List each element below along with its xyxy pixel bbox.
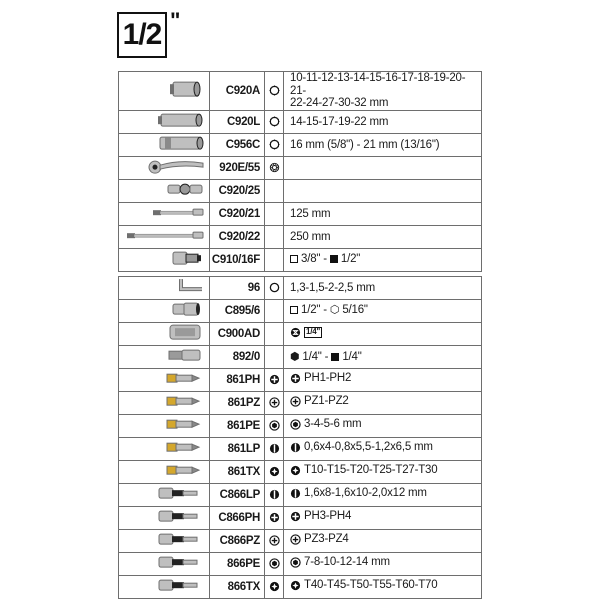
tool-image — [119, 392, 210, 415]
tool-image — [119, 300, 210, 323]
inch-mark: " — [170, 8, 181, 33]
short-socket-icon — [165, 79, 205, 103]
empty-symbol — [265, 323, 284, 346]
size-description: 7-8-10-12-14 mm — [284, 553, 482, 576]
tool-image — [119, 369, 210, 392]
drive-size-label: 1/2 — [122, 18, 162, 51]
circle-icon — [265, 277, 284, 300]
long-socket-icon — [155, 111, 205, 133]
empty-symbol — [265, 179, 284, 202]
product-code: C866PH — [210, 507, 265, 530]
tool-image — [119, 553, 210, 576]
product-code: C920/22 — [210, 225, 265, 248]
bitsocket-lp-icon — [155, 485, 205, 505]
socket-row — [119, 72, 482, 111]
slotted-icon — [265, 484, 284, 507]
size-description: 3-4-5-6 mm — [284, 415, 482, 438]
bit-row — [119, 346, 482, 369]
tool-image — [119, 461, 210, 484]
product-code: C910/16F — [210, 248, 265, 271]
bit-row — [119, 438, 482, 461]
size-description: 1/2" - ⬡ 5/16" — [284, 300, 482, 323]
phillips-icon — [265, 507, 284, 530]
product-code: 861PZ — [210, 392, 265, 415]
size-line: 22-24-27-30-32 mm — [290, 97, 389, 110]
product-code: 866PE — [210, 553, 265, 576]
tool-image — [119, 323, 210, 346]
bit-holder-icon — [169, 300, 205, 322]
empty-symbol — [265, 248, 284, 271]
socket-row — [119, 156, 482, 179]
bit-row — [119, 507, 482, 530]
size-line: 250 mm — [290, 230, 331, 243]
size-description: PZ1-PZ2 — [284, 392, 482, 415]
bit-row — [119, 553, 482, 576]
size-line: 14-15-17-19-22 mm — [290, 115, 389, 128]
open-hex-icon: ⬡ — [329, 304, 340, 317]
hex-socket-icon — [265, 553, 284, 576]
open-square-icon — [290, 306, 298, 314]
product-code: C866LP — [210, 484, 265, 507]
bit-row — [119, 484, 482, 507]
bits-lp-icon — [161, 439, 205, 459]
product-code: C866PZ — [210, 530, 265, 553]
size-description: 1/4" — [284, 323, 482, 346]
bit-row — [119, 392, 482, 415]
bits-pz-icon — [161, 393, 205, 413]
size-description: 0,6x4-0,8x5,5-1,2x6,5 mm — [284, 438, 482, 461]
empty-symbol — [265, 346, 284, 369]
bit-adaptor-icon — [165, 323, 205, 346]
drive-size-box — [117, 12, 167, 58]
product-code: C900AD — [210, 323, 265, 346]
product-code: 861PE — [210, 415, 265, 438]
size-description — [284, 72, 482, 111]
size-description — [284, 179, 482, 202]
size-description: T10-T15-T20-T25-T27-T30 — [284, 461, 482, 484]
bit-row — [119, 369, 482, 392]
product-code: 866TX — [210, 576, 265, 599]
size-description — [284, 156, 482, 179]
pozidriv-icon — [265, 530, 284, 553]
size-line: 10-11-12-13-14-15-16-17-18-19-20-21- — [290, 72, 466, 97]
ratchet-icon — [145, 157, 205, 179]
tool-image — [119, 277, 210, 300]
bit-row — [119, 277, 482, 300]
product-code: C920L — [210, 110, 265, 133]
spark-plug-socket-icon — [155, 134, 205, 156]
product-code: C956C — [210, 133, 265, 156]
tool-image — [119, 248, 210, 271]
tool-image — [119, 110, 210, 133]
tool-image — [119, 179, 210, 202]
socket-row — [119, 133, 482, 156]
pozidriv-icon — [265, 392, 284, 415]
tool-image — [119, 507, 210, 530]
size-line: 125 mm — [290, 207, 331, 220]
product-code: 96 — [210, 277, 265, 300]
phillips-icon — [265, 369, 284, 392]
tool-image — [119, 484, 210, 507]
double-hex-icon — [265, 72, 284, 111]
bit-row — [119, 461, 482, 484]
adaptor-icon — [169, 249, 205, 271]
filled-square-icon — [331, 353, 339, 361]
filled-square-icon — [330, 255, 338, 263]
bits-tx-icon — [161, 462, 205, 482]
bitsocket-ph-icon — [155, 508, 205, 528]
bit-row — [119, 576, 482, 599]
size-line: 16 mm (5/8") - 21 mm (13/16") — [290, 138, 440, 151]
bitsocket-pz-icon — [155, 531, 205, 551]
size-description — [284, 133, 482, 156]
open-square-icon — [290, 255, 298, 263]
socket-row — [119, 202, 482, 225]
bit-row — [119, 300, 482, 323]
tool-image — [119, 225, 210, 248]
long-extension-icon — [125, 230, 205, 244]
tool-image — [119, 202, 210, 225]
size-description: ⬢ 1/4" - 1/4" — [284, 346, 482, 369]
size-description: 1,3-1,5-2-2,5 mm — [284, 277, 482, 300]
socket-row — [119, 225, 482, 248]
tool-image — [119, 438, 210, 461]
tool-image — [119, 530, 210, 553]
slotted-icon — [265, 438, 284, 461]
socket-row — [119, 110, 482, 133]
size-description: 1,6x8-1,6x10-2,0x12 mm — [284, 484, 482, 507]
bits-table — [118, 276, 482, 599]
socket-row — [119, 248, 482, 271]
size-description: PH1-PH2 — [284, 369, 482, 392]
tool-image — [119, 415, 210, 438]
hex-key-icon — [175, 277, 205, 299]
tool-image — [119, 133, 210, 156]
size-description: PH3-PH4 — [284, 507, 482, 530]
bit-adapter-square-icon — [165, 348, 205, 366]
gear-icon — [265, 156, 284, 179]
tool-image — [119, 346, 210, 369]
product-code: C920A — [210, 72, 265, 111]
product-code: 861LP — [210, 438, 265, 461]
empty-symbol — [265, 300, 284, 323]
size-description: PZ3-PZ4 — [284, 530, 482, 553]
bits-pe-icon — [161, 416, 205, 436]
tool-image — [119, 576, 210, 599]
product-code: C895/6 — [210, 300, 265, 323]
bit-row — [119, 323, 482, 346]
size-description: T40-T45-T50-T55-T60-T70 — [284, 576, 482, 599]
tool-image — [119, 156, 210, 179]
torx-icon — [265, 461, 284, 484]
size-description: 3/8" - 1/2" — [284, 248, 482, 271]
empty-symbol — [265, 225, 284, 248]
product-code: 861TX — [210, 461, 265, 484]
product-code: 920E/55 — [210, 156, 265, 179]
product-code: 861PH — [210, 369, 265, 392]
filled-hex-icon: ⬢ — [290, 350, 300, 363]
bits-ph-icon — [161, 370, 205, 390]
bitsocket-pe-icon — [155, 554, 205, 574]
empty-symbol — [265, 202, 284, 225]
hex-socket-icon — [265, 415, 284, 438]
product-code: C920/25 — [210, 179, 265, 202]
size-description — [284, 202, 482, 225]
product-code: C920/21 — [210, 202, 265, 225]
bitsocket-tx-icon — [155, 577, 205, 597]
bit-row — [119, 415, 482, 438]
tool-image — [119, 72, 210, 111]
sockets-table — [118, 71, 482, 272]
double-hex-icon — [265, 133, 284, 156]
bit-row — [119, 530, 482, 553]
socket-row — [119, 179, 482, 202]
universal-joint-icon — [165, 180, 205, 202]
double-hex-icon — [265, 110, 284, 133]
size-description — [284, 110, 482, 133]
size-description — [284, 225, 482, 248]
product-code: 892/0 — [210, 346, 265, 369]
torx-icon — [265, 576, 284, 599]
short-extension-icon — [151, 207, 205, 221]
